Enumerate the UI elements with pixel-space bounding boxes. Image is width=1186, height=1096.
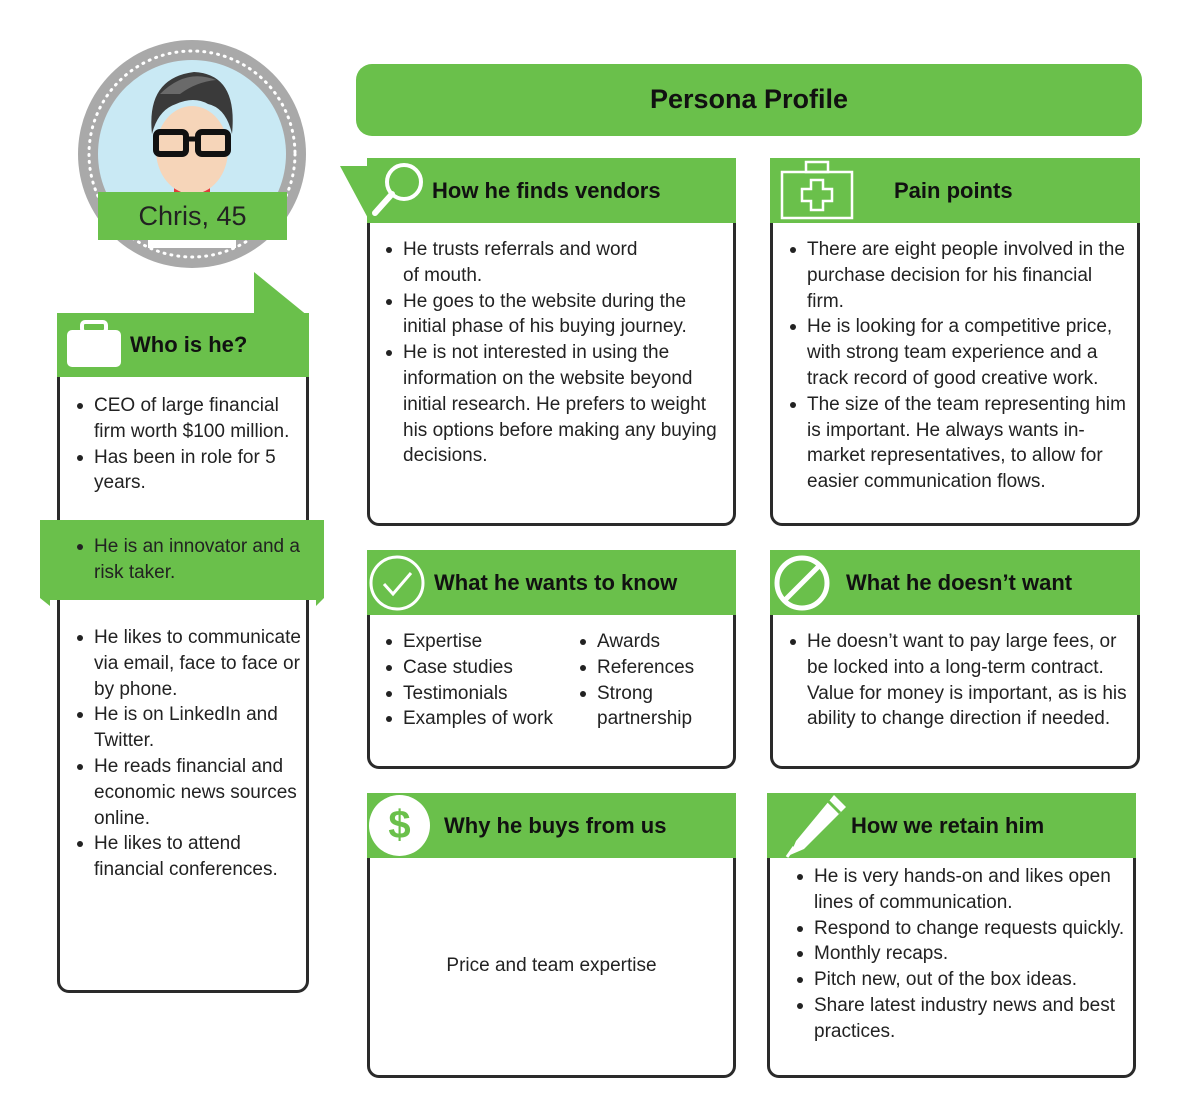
list-item: Testimonials xyxy=(384,681,574,707)
list-item: Monthly recaps. xyxy=(795,941,1130,967)
finds-pointer xyxy=(340,164,370,224)
who-list-top xyxy=(75,393,305,496)
list-item: Expertise xyxy=(384,629,574,655)
persona-name-tag xyxy=(98,192,287,240)
list-item: He likes to attend financial conferences. xyxy=(75,831,307,883)
list-item: He is an innovator and a risk taker. xyxy=(75,534,305,586)
list-item: He goes to the website during the initial phase of his buying journey. xyxy=(384,289,729,341)
list-item: He trusts referrals and word of mouth. xyxy=(384,237,729,289)
wants-list-col1 xyxy=(384,629,574,732)
list-item: He is not interested in using the information on the website beyond initial research. He prefers to weight his options before making any buying decisions. xyxy=(384,340,729,469)
title-banner xyxy=(356,64,1142,136)
list-item: He doesn’t want to pay large fees, or be locked into a long-term contract. Value for money is important, as is his ability to change direction if needed. xyxy=(788,629,1134,732)
persona-name: Chris, 45 xyxy=(138,201,247,231)
list-item: Share latest industry news and best practices. xyxy=(795,993,1130,1045)
finds-list xyxy=(384,237,729,469)
doesnt-list xyxy=(788,629,1134,732)
list-item: CEO of large financial firm worth $100 million. xyxy=(75,393,305,445)
dollar-circle-icon xyxy=(369,795,430,856)
list-item: Awards xyxy=(578,629,713,655)
list-item: Pitch new, out of the box ideas. xyxy=(795,967,1130,993)
doesnt-heading: What he doesn’t want xyxy=(846,570,1073,595)
list-item: There are eight people involved in the purchase decision for his financial firm. xyxy=(788,237,1128,314)
pen-icon xyxy=(784,791,850,859)
list-item: Strong partnership xyxy=(578,681,713,733)
who-list-bottom xyxy=(75,625,307,883)
wants-list-col2 xyxy=(578,629,713,732)
wants-heading: What he wants to know xyxy=(434,570,678,595)
list-item: Has been in role for 5 years. xyxy=(75,445,305,497)
list-item: The size of the team representing him is important. He always wants in-market representatives, to allow for easier communication flows. xyxy=(788,392,1128,495)
retain-list xyxy=(795,864,1130,1045)
list-item: He is looking for a competitive price, with strong team experience and a track record of good creative work. xyxy=(788,314,1128,391)
pain-list xyxy=(788,237,1128,495)
who-pointer xyxy=(250,272,310,318)
magnifier-icon xyxy=(370,160,428,218)
page-title: Persona Profile xyxy=(649,84,849,114)
dollar-symbol: $ xyxy=(388,803,411,847)
finds-heading: How he finds vendors xyxy=(432,178,661,203)
who-heading: Who is he? xyxy=(130,332,248,357)
no-symbol-icon xyxy=(773,554,831,612)
list-item: He is on LinkedIn and Twitter. xyxy=(75,702,307,754)
checkmark-circle-icon xyxy=(368,554,426,612)
buys-text: Price and team expertise xyxy=(446,955,657,976)
list-item: Examples of work xyxy=(384,706,574,732)
list-item: References xyxy=(578,655,713,681)
retain-heading: How we retain him xyxy=(851,813,1045,838)
briefcase-icon xyxy=(64,320,124,370)
first-aid-kit-icon xyxy=(780,160,854,220)
list-item: He is very hands-on and likes open lines of communication. xyxy=(795,864,1130,916)
list-item: Case studies xyxy=(384,655,574,681)
list-item: He likes to communicate via email, face to face or by phone. xyxy=(75,625,307,702)
buys-heading: Why he buys from us xyxy=(444,813,667,838)
who-highlight xyxy=(75,534,305,586)
pain-heading: Pain points xyxy=(894,178,1013,203)
list-item: Respond to change requests quickly. xyxy=(795,916,1130,942)
list-item: He reads financial and economic news sources online. xyxy=(75,754,307,831)
